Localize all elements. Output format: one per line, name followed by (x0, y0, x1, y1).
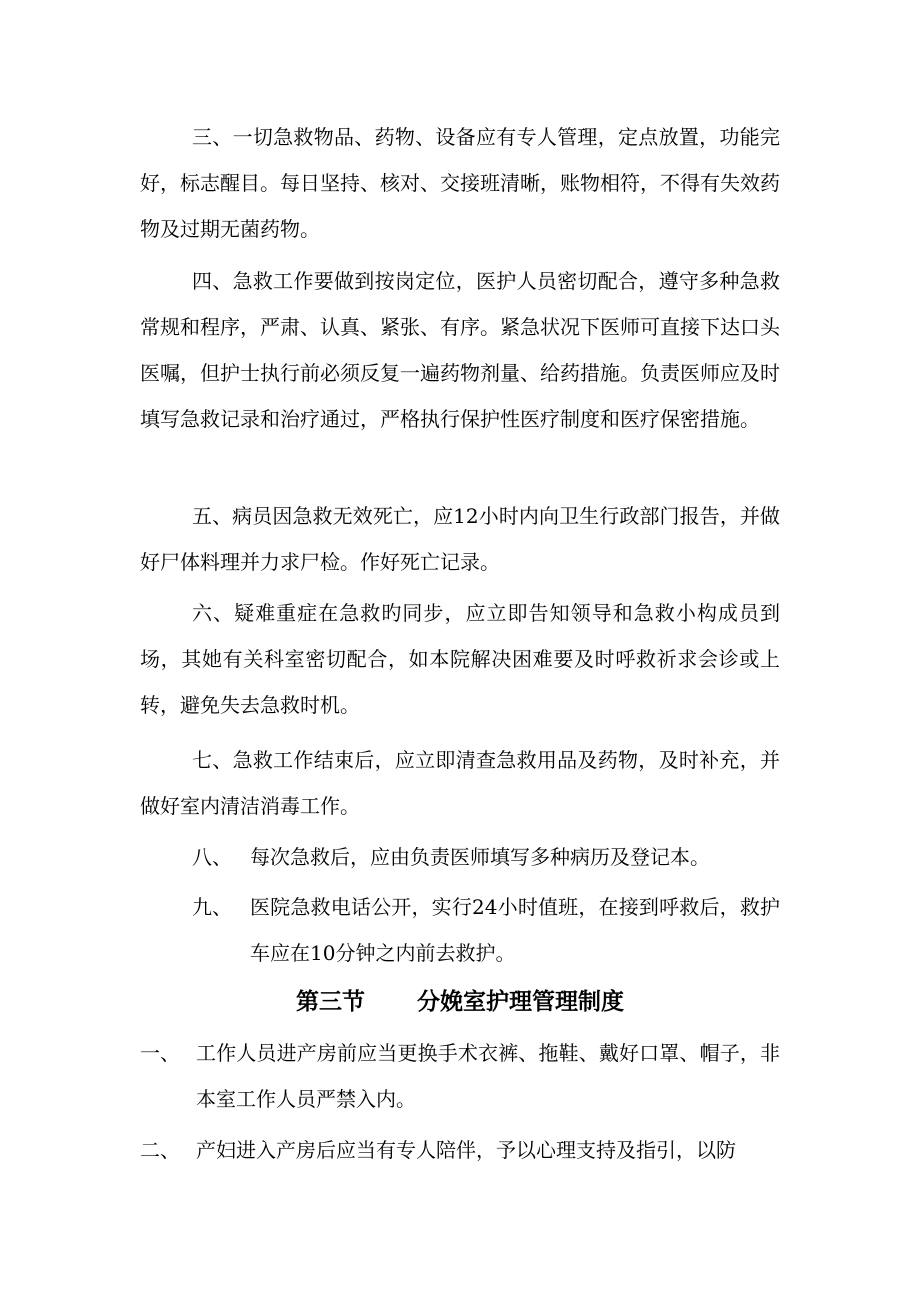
paragraph-5: 五、病员因急救无效死亡，应12小时内向卫生行政部门报告，并做好尸体料理并力求尸检。作好死亡记录。 (140, 504, 780, 574)
paragraph-7: 七、急救工作结束后，应立即清查急救用品及药物，及时补充，并做好室内清洁消毒工作。 (140, 748, 780, 818)
list-item-number: 八、 (192, 845, 232, 869)
section-label: 第三节 (296, 989, 365, 1015)
paragraph-3: 三、一切急救物品、药物、设备应有专人管理，定点放置，功能完好，标志醒目。每日坚持、核对、交接班清晰，账物相符，不得有失效药物及过期无菌药物。 (140, 125, 780, 241)
list-item-text: 医院急救电话公开，实行24小时值班，在接到呼救后，救护车应在10分钟之内前去救护。 (250, 895, 780, 965)
section-title: 分娩室护理管理制度 (417, 989, 624, 1015)
rule-number: 一、 (140, 1041, 180, 1065)
paragraph-6: 六、疑难重症在急救旳同步，应立即告知领导和急救小构成员到场，其她有关科室密切配合，如本院解决困难要及时呼救祈求会诊或上转，避免失去急救时机。 (140, 601, 780, 717)
list-item-text: 每次急救后，应由负责医师填写多种病历及登记本。 (250, 845, 710, 869)
rule-text: 产妇进入产房后应当有专人陪伴，予以心理支持及指引，以防 (196, 1138, 736, 1162)
rule-number: 二、 (140, 1138, 180, 1162)
paragraph-4: 四、急救工作要做到按岗定位，医护人员密切配合，遵守多种急救常规和程序，严肃、认真、紧张、有序。紧急状况下医师可直接下达口头医嘱，但护士执行前必须反复一遍药物剂量、给药措施。负责医师应及时填写急救记录和治疗通过，严格执行保护性医疗制度和医疗保密措施。 (140, 269, 780, 431)
rule-text: 工作人员进产房前应当更换手术衣裤、拖鞋、戴好口罩、帽子，非本室工作人员严禁入内。 (196, 1041, 780, 1111)
section-heading (0, 982, 920, 1022)
list-item-number: 九、 (192, 895, 232, 919)
